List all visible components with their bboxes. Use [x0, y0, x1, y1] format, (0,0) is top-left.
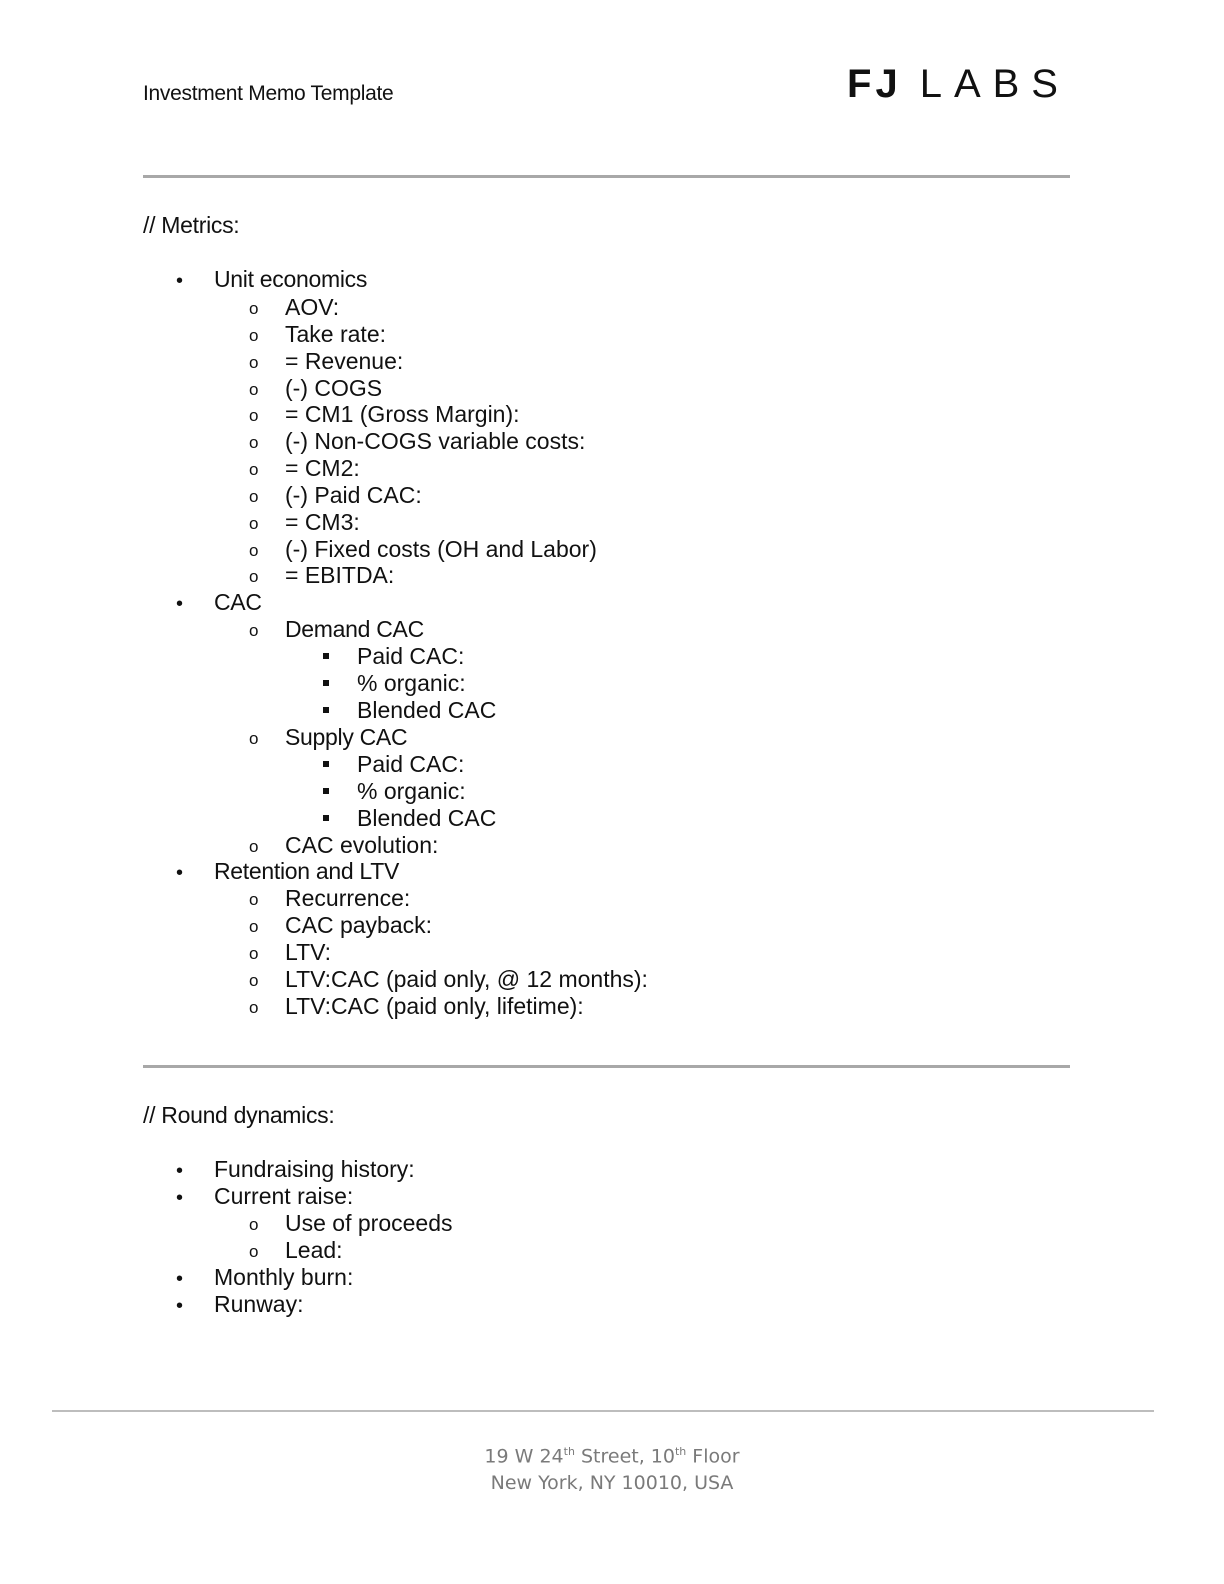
list-item-label: LTV:CAC (paid only, @ 12 months): — [285, 966, 648, 992]
section-divider — [143, 175, 1070, 178]
circle-bullet-icon: o — [249, 1215, 259, 1234]
list-item — [249, 321, 386, 347]
circle-bullet-icon: o — [249, 837, 259, 856]
circle-bullet-icon: o — [249, 299, 259, 318]
list-item — [249, 1237, 343, 1263]
list-item — [249, 939, 332, 965]
list-item-label: Demand CAC — [285, 616, 424, 642]
circle-bullet-icon: o — [249, 729, 259, 748]
list-item-label: CAC payback: — [285, 912, 433, 938]
address-superscript: th — [674, 1445, 687, 1458]
address-part: 19 W 24 — [484, 1445, 564, 1468]
circle-bullet-icon: o — [249, 890, 259, 909]
list-item — [249, 966, 648, 992]
square-bullet-icon — [323, 653, 329, 659]
circle-bullet-icon: o — [249, 998, 259, 1017]
list-item — [249, 536, 597, 562]
list-item — [357, 645, 464, 668]
list-item-label: % organic: — [357, 670, 466, 696]
bullet-icon: • — [176, 1160, 184, 1182]
list-item — [176, 589, 262, 615]
list-item-label: Take rate: — [285, 321, 386, 347]
list-item-label: Recurrence: — [285, 885, 411, 911]
circle-bullet-icon: o — [249, 460, 259, 479]
list-item-label: Blended CAC — [357, 697, 497, 723]
list-item-label: Paid CAC: — [357, 643, 465, 669]
list-item — [249, 455, 360, 481]
list-item-label: Runway: — [214, 1291, 304, 1317]
circle-bullet-icon: o — [249, 514, 259, 533]
list-item-label: Current raise: — [214, 1183, 354, 1209]
bullet-icon: • — [176, 1295, 184, 1317]
circle-bullet-icon: o — [249, 353, 259, 372]
list-item-label: = Revenue: — [285, 348, 404, 374]
circle-bullet-icon: o — [249, 541, 259, 560]
circle-bullet-icon: o — [249, 621, 259, 640]
logo-labs: LABS — [919, 62, 1070, 106]
list-item-label: CAC — [214, 589, 262, 615]
list-item — [249, 724, 408, 750]
list-item — [249, 885, 411, 911]
list-item-label: = CM3: — [285, 509, 360, 535]
list-item — [176, 1156, 415, 1182]
circle-bullet-icon: o — [249, 1242, 259, 1261]
list-item-label: (-) Non-COGS variable costs: — [285, 428, 586, 454]
circle-bullet-icon: o — [249, 380, 259, 399]
footer-address-line2: New York, NY 10010, USA — [490, 1472, 734, 1494]
list-item — [249, 1210, 453, 1236]
list-item — [357, 672, 466, 695]
list-item-label: (-) Fixed costs (OH and Labor) — [285, 536, 597, 562]
metrics-heading: // Metrics: — [143, 212, 240, 238]
list-item-label: Fundraising history: — [214, 1156, 415, 1182]
list-item-label: % organic: — [357, 778, 466, 804]
list-item — [249, 348, 404, 374]
list-item-label: Supply CAC — [285, 724, 408, 750]
list-item-label: LTV:CAC (paid only, lifetime): — [285, 993, 584, 1019]
list-item-label: Lead: — [285, 1237, 343, 1263]
list-item — [176, 858, 399, 884]
list-item — [357, 699, 496, 722]
bullet-icon: • — [176, 1268, 184, 1290]
list-item — [249, 482, 422, 508]
bullet-icon: • — [176, 862, 183, 884]
list-item — [249, 428, 586, 454]
list-item — [176, 1291, 304, 1317]
logo-fj: FJ — [847, 62, 902, 106]
list-item — [357, 807, 496, 830]
list-item-label: Paid CAC: — [357, 751, 465, 777]
list-item-label: Monthly burn: — [214, 1264, 354, 1290]
address-part: Floor — [686, 1445, 740, 1468]
footer-address-line1 — [0, 1445, 1224, 1467]
list-item — [357, 780, 466, 803]
list-item — [249, 912, 433, 938]
section-divider — [143, 1065, 1070, 1068]
address-superscript: th — [563, 1445, 575, 1458]
round-dynamics-heading: // Round dynamics: — [143, 1102, 335, 1128]
list-item — [176, 266, 368, 292]
bullet-icon: • — [176, 270, 183, 292]
list-item-label: Unit economics — [214, 266, 368, 292]
list-item — [176, 1264, 354, 1290]
list-item-label: = CM1 (Gross Margin): — [285, 401, 520, 427]
address-part: Street, 10 — [574, 1445, 675, 1468]
list-item-label: LTV: — [285, 939, 332, 965]
circle-bullet-icon: o — [249, 433, 259, 452]
list-item-label: Blended CAC — [357, 805, 497, 831]
list-item — [249, 294, 340, 320]
list-item-label: (-) COGS — [285, 375, 383, 401]
list-item-label: AOV: — [285, 294, 340, 320]
circle-bullet-icon: o — [249, 406, 259, 425]
list-item — [249, 509, 360, 535]
list-item — [249, 401, 520, 427]
list-item-label: = EBITDA: — [285, 562, 395, 588]
list-item-label: Retention and LTV — [214, 858, 399, 884]
list-item — [357, 753, 464, 776]
list-item — [176, 1183, 354, 1209]
bullet-icon: • — [176, 1187, 184, 1209]
square-bullet-icon — [323, 680, 329, 686]
document-title: Investment Memo Template — [143, 82, 394, 105]
list-item-label: (-) Paid CAC: — [285, 482, 422, 508]
footer-divider — [52, 1410, 1154, 1412]
list-item — [249, 562, 395, 588]
circle-bullet-icon: o — [249, 326, 259, 345]
square-bullet-icon — [323, 761, 329, 767]
square-bullet-icon — [323, 788, 329, 794]
list-item — [249, 993, 584, 1019]
circle-bullet-icon: o — [249, 917, 259, 936]
list-item-label: CAC evolution: — [285, 832, 439, 858]
fj-labs-logo — [847, 64, 1070, 104]
list-item-label: Use of proceeds — [285, 1210, 453, 1236]
circle-bullet-icon: o — [249, 944, 259, 963]
square-bullet-icon — [323, 707, 329, 713]
circle-bullet-icon: o — [249, 487, 259, 506]
circle-bullet-icon: o — [249, 567, 259, 586]
list-item-label: = CM2: — [285, 455, 360, 481]
bullet-icon: • — [176, 593, 183, 615]
list-item — [249, 375, 383, 401]
square-bullet-icon — [323, 815, 329, 821]
circle-bullet-icon: o — [249, 971, 259, 990]
list-item — [249, 832, 439, 858]
list-item — [249, 616, 424, 642]
